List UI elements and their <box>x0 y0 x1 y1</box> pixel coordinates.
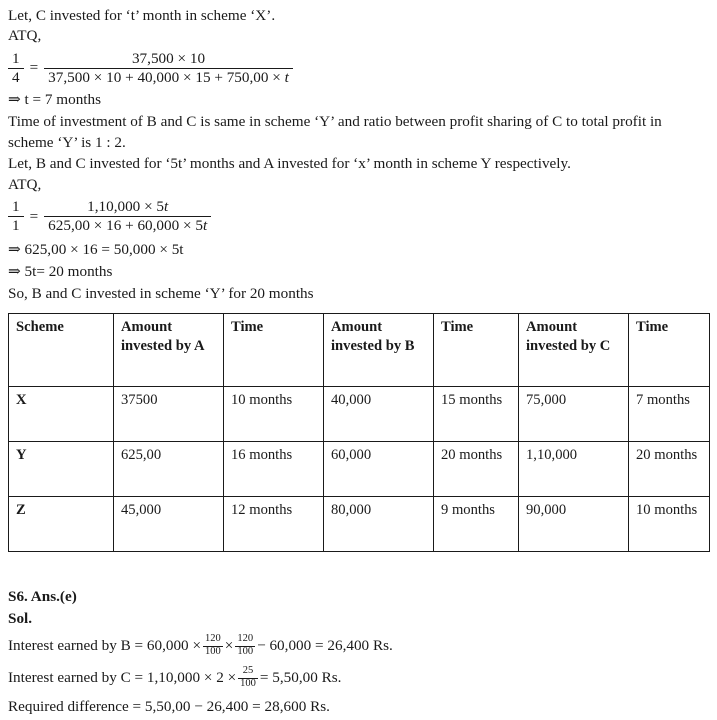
table-header-time-c: Time <box>629 314 710 387</box>
cell-scheme: Y <box>9 442 114 497</box>
interest-c-prefix: Interest earned by C = 1,10,000 × 2 × <box>8 669 237 687</box>
table-header-scheme: Scheme <box>9 314 114 387</box>
equation-2-equals-sign: = <box>29 207 39 225</box>
interest-b-fraction-2-denominator: 100 <box>237 646 254 657</box>
equation-2-rhs-numerator <box>83 199 172 216</box>
table-row <box>9 497 710 552</box>
required-difference-line: Required difference = 5,50,00 − 26,400 = 28,600 Rs. <box>8 698 330 716</box>
investment-table-wrapper <box>0 313 717 552</box>
cell-amount-b: 80,000 <box>324 497 434 552</box>
result-line-1: ⇒ t = 7 months <box>8 91 102 109</box>
table-header-amount-b: Amount invested by B <box>324 314 434 387</box>
cell-time-a: 12 months <box>224 497 324 552</box>
atq-label-2: ATQ, <box>8 176 42 194</box>
equation-1 <box>0 46 717 90</box>
equation-1-rhs-denominator-variable: t <box>284 68 289 86</box>
equation-1-rhs-numerator: 37,500 × 10 <box>131 49 206 67</box>
equation-2 <box>0 195 717 238</box>
atq-label-1: ATQ, <box>8 27 42 45</box>
equation-1-lhs-fraction <box>8 51 24 86</box>
table-row <box>9 442 710 497</box>
cell-time-b: 15 months <box>434 387 519 442</box>
investment-table <box>8 313 710 552</box>
equation-1-rhs-denominator <box>44 68 293 86</box>
solution-label: Sol. <box>8 609 33 627</box>
table-header-time-b: Time <box>434 314 519 387</box>
cell-time-b: 9 months <box>434 497 519 552</box>
interest-b-fraction-2 <box>235 634 255 658</box>
equation-2-rhs-numerator-text: 1,10,000 × 5 <box>87 198 165 216</box>
interest-b-multiply: × <box>224 637 234 655</box>
equation-1-lhs-denominator: 4 <box>8 68 24 86</box>
interest-b-fraction-2-numerator: 120 <box>237 633 254 645</box>
interest-c-fraction-numerator: 25 <box>242 665 254 677</box>
table-header-time-a: Time <box>224 314 324 387</box>
equation-2-rhs-denominator <box>44 216 211 234</box>
equation-2-rhs-fraction <box>44 199 211 234</box>
table-header-row <box>9 314 710 387</box>
equation-2-lhs-numerator: 1 <box>12 198 20 216</box>
cell-time-a: 10 months <box>224 387 324 442</box>
cell-scheme: X <box>9 387 114 442</box>
table-row <box>9 387 710 442</box>
solution-section <box>0 586 717 720</box>
cell-amount-c: 1,10,000 <box>519 442 629 497</box>
answer-heading: S6. Ans.(e) <box>8 587 77 605</box>
interest-c-line <box>0 662 717 694</box>
interest-b-prefix: Interest earned by B = 60,000 × <box>8 637 202 655</box>
table-header-amount-a: Amount invested by A <box>114 314 224 387</box>
cell-time-c: 10 months <box>629 497 710 552</box>
interest-b-fraction-1-numerator: 120 <box>205 633 221 645</box>
interest-c-fraction <box>238 666 258 690</box>
cell-time-c: 7 months <box>629 387 710 442</box>
cell-amount-c: 90,000 <box>519 497 629 552</box>
interest-b-fraction-1-denominator: 100 <box>205 646 221 657</box>
mid-line-2: Let, B and C invested for ‘5t’ months and A invested for ‘x’ month in scheme Y respectively. <box>8 155 571 173</box>
cell-amount-a: 625,00 <box>114 442 224 497</box>
cell-amount-a: 37500 <box>114 387 224 442</box>
result-line-4: So, B and C invested in scheme ‘Y’ for 20 months <box>8 284 314 302</box>
result-line-2: ⇒ 625,00 × 16 = 50,000 × 5t <box>8 240 184 258</box>
equation-1-lhs-numerator: 1 <box>12 49 20 67</box>
cell-amount-a: 45,000 <box>114 497 224 552</box>
equation-2-lhs-denominator: 1 <box>8 216 24 234</box>
mid-paragraph <box>0 110 717 153</box>
cell-time-c: 20 months <box>629 442 710 497</box>
equation-2-rhs-denominator-text: 625,00 × 16 + 60,000 × 5 <box>48 217 203 234</box>
interest-c-suffix: = 5,50,00 Rs. <box>259 669 342 687</box>
interest-c-fraction-denominator: 100 <box>240 678 256 689</box>
intro-section <box>0 0 717 46</box>
cell-time-a: 16 months <box>224 442 324 497</box>
cell-amount-c: 75,000 <box>519 387 629 442</box>
cell-scheme: Z <box>9 497 114 552</box>
cell-time-b: 20 months <box>434 442 519 497</box>
equation-1-equals-sign: = <box>29 59 39 77</box>
mid-paragraph-text: Time of investment of B and C is same in scheme ‘Y’ and ratio between profit sharing of C to total profit in scheme ‘Y’ is 1 : 2. <box>8 113 662 151</box>
intro-line-1: Let, C invested for ‘t’ month in scheme ‘X’. <box>8 7 276 25</box>
interest-b-fraction-1 <box>203 634 223 658</box>
equation-2-rhs-denominator-variable: t <box>202 217 208 234</box>
equation-2-rhs-numerator-variable: t <box>164 198 169 216</box>
cell-amount-b: 40,000 <box>324 387 434 442</box>
table-header-amount-c: Amount invested by C <box>519 314 629 387</box>
interest-b-line <box>0 630 717 662</box>
equation-1-rhs-fraction <box>44 51 293 86</box>
equation-1-rhs-denominator-text: 37,500 × 10 + 40,000 × 15 + 750,00 × <box>48 68 285 86</box>
interest-b-suffix: − 60,000 = 26,400 Rs. <box>257 637 393 655</box>
equation-2-lhs-fraction <box>8 199 24 234</box>
cell-amount-b: 60,000 <box>324 442 434 497</box>
result-line-3: ⇒ 5t= 20 months <box>8 263 113 281</box>
